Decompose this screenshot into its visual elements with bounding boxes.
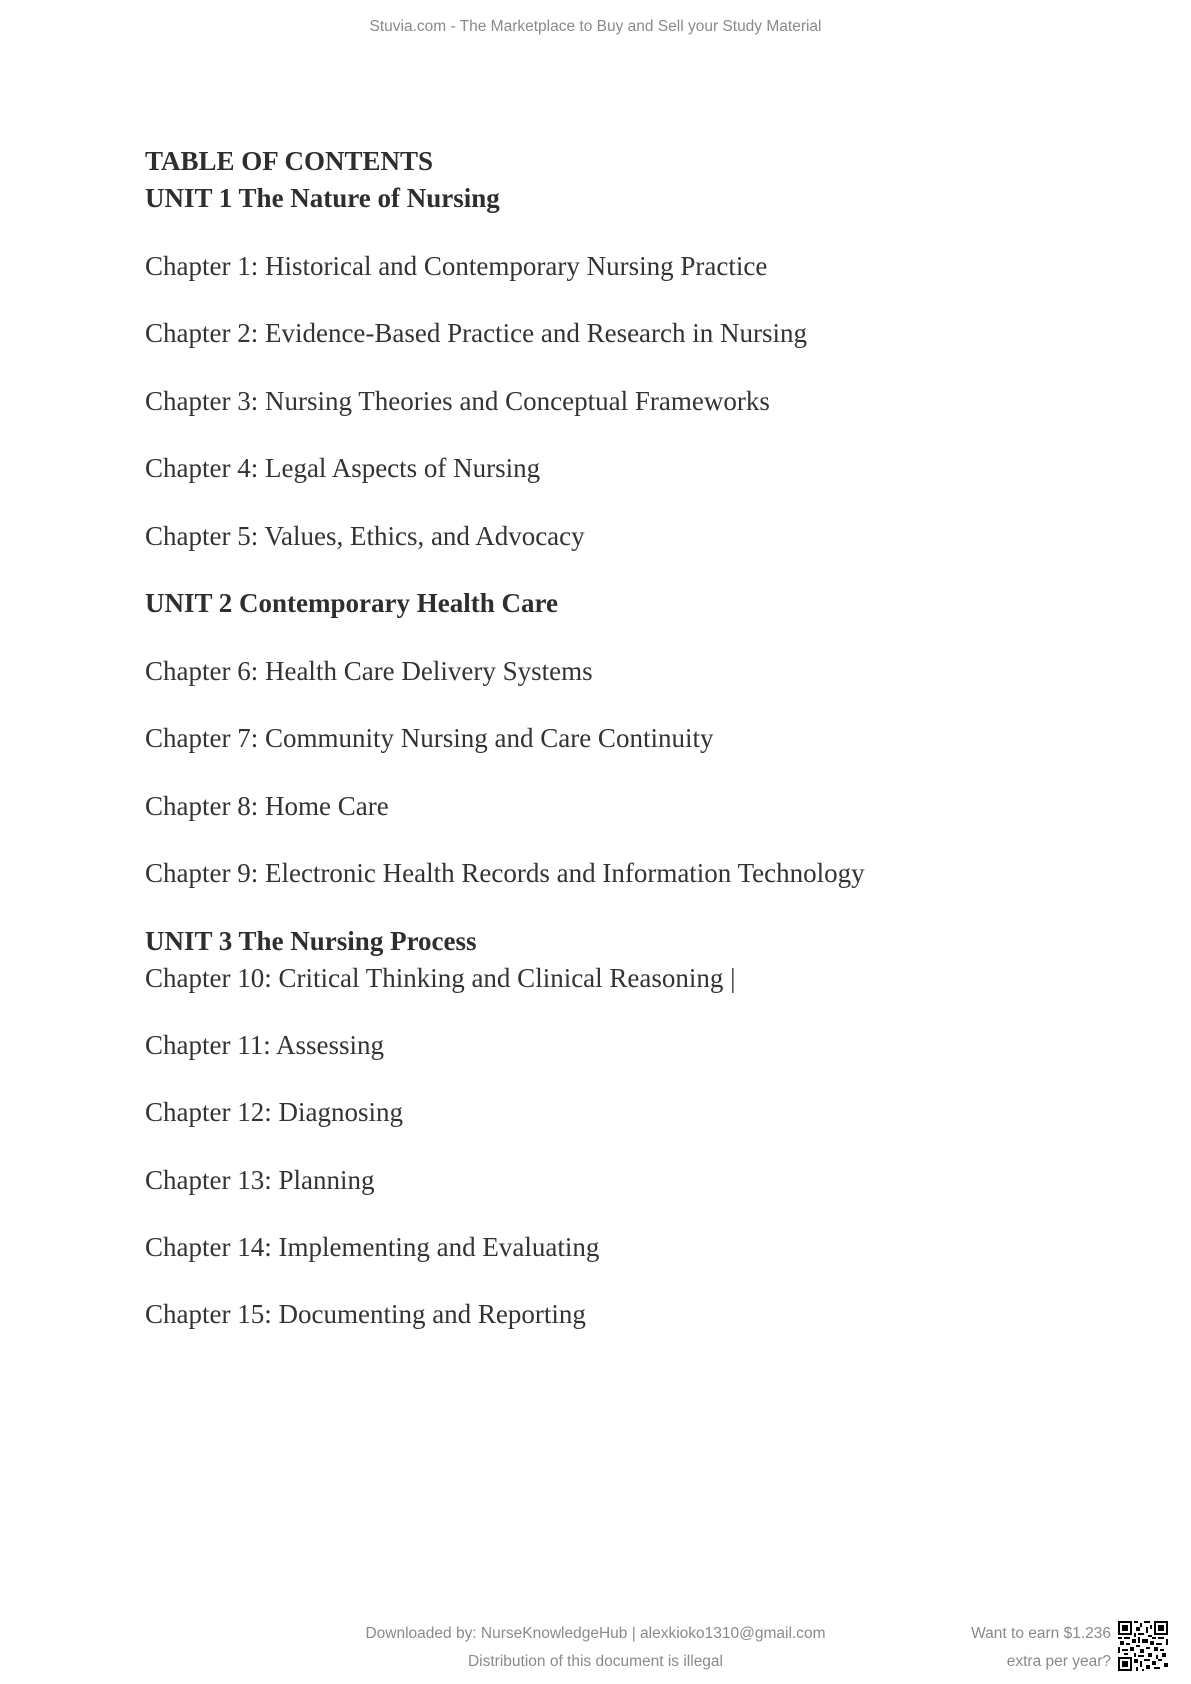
stuvia-header-banner: Stuvia.com - The Marketplace to Buy and Sell your Study Material [369,18,822,35]
chapter-10: Chapter 10: Critical Thinking and Clinical Reasoning | [145,963,736,993]
promo-line-2[interactable]: extra per year? [1006,1653,1111,1670]
downloaded-by-line: Downloaded by: NurseKnowledgeHub | alexkioko1310@gmail.com [365,1625,826,1642]
chapter-8: Chapter 8: Home Care [145,791,389,821]
chapter-15: Chapter 15: Documenting and Reporting [145,1299,586,1329]
toc-title: TABLE OF CONTENTS [145,146,434,176]
chapter-3: Chapter 3: Nursing Theories and Conceptual Frameworks [145,386,770,416]
chapter-12: Chapter 12: Diagnosing [145,1097,403,1127]
chapter-2: Chapter 2: Evidence-Based Practice and Research in Nursing [145,318,808,348]
qr-code-icon[interactable] [1118,1621,1168,1671]
chapter-14: Chapter 14: Implementing and Evaluating [145,1232,600,1262]
chapter-11: Chapter 11: Assessing [145,1030,384,1060]
chapter-9: Chapter 9: Electronic Health Records and Information Technology [145,858,865,888]
chapter-4: Chapter 4: Legal Aspects of Nursing [145,453,541,483]
unit-2-heading: UNIT 2 Contemporary Health Care [145,588,558,618]
chapter-7: Chapter 7: Community Nursing and Care Continuity [145,723,714,753]
chapter-6: Chapter 6: Health Care Delivery Systems [145,656,593,686]
chapter-1: Chapter 1: Historical and Contemporary Nursing Practice [145,251,768,281]
chapter-5: Chapter 5: Values, Ethics, and Advocacy [145,521,585,551]
distribution-notice: Distribution of this document is illegal [467,1653,723,1670]
unit-3-heading: UNIT 3 The Nursing Process [145,926,477,956]
unit-1-heading: UNIT 1 The Nature of Nursing [145,183,500,213]
promo-line-1[interactable]: Want to earn $1.236 [971,1625,1111,1642]
chapter-13: Chapter 13: Planning [145,1165,375,1195]
